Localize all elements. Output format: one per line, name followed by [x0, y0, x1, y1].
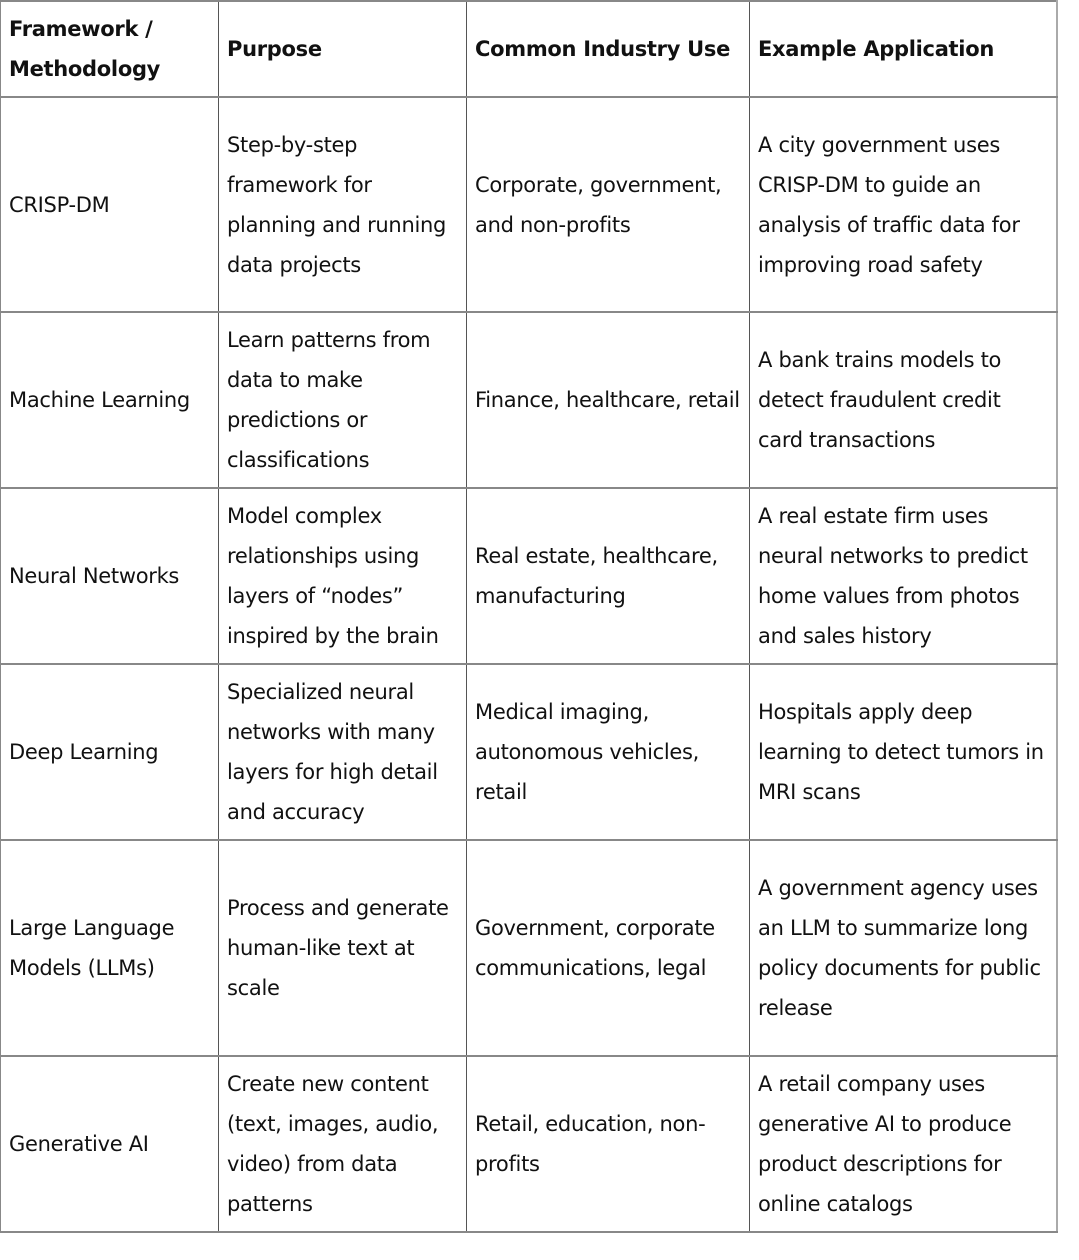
table-row	[1, 840, 1057, 1056]
cell-industry: Government, corporate communications, legal	[467, 840, 750, 1056]
table-row	[1, 97, 1057, 312]
cell-industry: Retail, education, non-profits	[467, 1056, 750, 1232]
cell-framework: Large Language Models (LLMs)	[1, 840, 219, 1056]
cell-purpose: Model complex relationships using layers of “nodes” inspired by the brain	[219, 488, 467, 664]
header-row	[1, 1, 1057, 97]
cell-framework: Generative AI	[1, 1056, 219, 1232]
cell-purpose: Specialized neural networks with many layers for high detail and accuracy	[219, 664, 467, 840]
cell-purpose: Learn patterns from data to make predictions or classifications	[219, 312, 467, 488]
table-row	[1, 488, 1057, 664]
cell-framework: Machine Learning	[1, 312, 219, 488]
cell-framework: CRISP-DM	[1, 97, 219, 312]
cell-example: A bank trains models to detect fraudulent credit card transactions	[750, 312, 1057, 488]
cell-framework: Neural Networks	[1, 488, 219, 664]
cell-purpose: Create new content (text, images, audio, video) from data patterns	[219, 1056, 467, 1232]
cell-purpose: Process and generate human-like text at scale	[219, 840, 467, 1056]
cell-industry: Finance, healthcare, retail	[467, 312, 750, 488]
cell-industry: Real estate, healthcare, manufacturing	[467, 488, 750, 664]
cell-industry: Medical imaging, autonomous vehicles, retail	[467, 664, 750, 840]
header-framework: Framework / Methodology	[1, 1, 219, 97]
table-row	[1, 664, 1057, 840]
cell-example: A city government uses CRISP-DM to guide an analysis of traffic data for improving road safety	[750, 97, 1057, 312]
cell-example: A government agency uses an LLM to summarize long policy documents for public release	[750, 840, 1057, 1056]
cell-example: A real estate firm uses neural networks to predict home values from photos and sales history	[750, 488, 1057, 664]
cell-example: Hospitals apply deep learning to detect tumors in MRI scans	[750, 664, 1057, 840]
table-row	[1, 312, 1057, 488]
header-industry: Common Industry Use	[467, 1, 750, 97]
table-row	[1, 1056, 1057, 1232]
header-example: Example Application	[750, 1, 1057, 97]
cell-purpose: Step-by-step framework for planning and running data projects	[219, 97, 467, 312]
cell-industry: Corporate, government, and non-profits	[467, 97, 750, 312]
cell-framework: Deep Learning	[1, 664, 219, 840]
cell-example: A retail company uses generative AI to produce product descriptions for online catalogs	[750, 1056, 1057, 1232]
header-purpose: Purpose	[219, 1, 467, 97]
